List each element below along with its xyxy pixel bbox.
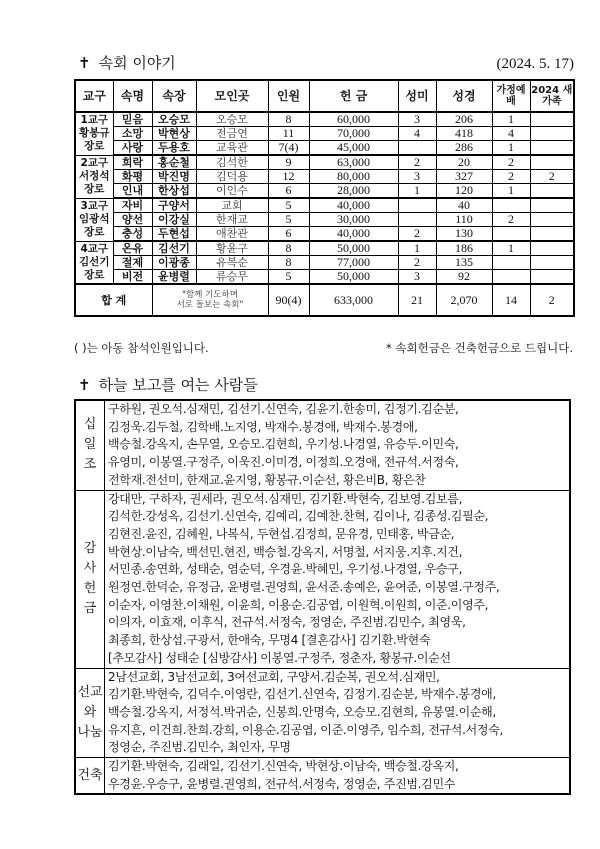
cell-name: 온유 (113, 241, 152, 256)
offering: 45,000 (309, 141, 398, 156)
names-line: 이의자, 이효재, 이후식, 전규석.서정숙, 정영순, 주진범.김민수, 최영욱, (108, 615, 466, 630)
table-row (75, 170, 574, 184)
offering-category-row (75, 490, 570, 668)
offering: 30,000 (309, 213, 398, 227)
leader-name: 박현상 (152, 127, 196, 141)
section2-title: 하늘 보고를 여는 사람들 (98, 376, 258, 394)
cell-name: 절제 (113, 256, 152, 270)
meeting-place: 전금연 (196, 127, 268, 141)
new-family (530, 184, 574, 199)
bible-count: 186 (436, 241, 492, 256)
offering-category-label (75, 490, 105, 668)
offering: 77,000 (309, 256, 398, 270)
names-line: 최종희, 한상섭.구광서, 한애숙, 무명4 [결혼감사] 김기환.박현숙 (108, 633, 431, 648)
leader-name: 김선기 (152, 241, 196, 256)
names-line: 원정연.한덕순, 유정금, 윤병렬.권영희, 윤서준.송예은, 윤여준, 이봉열.구정주, (108, 580, 500, 595)
new-family (530, 112, 574, 127)
attendance: 11 (268, 127, 309, 141)
table-row (75, 198, 574, 213)
offering-names (105, 400, 571, 490)
table-row (75, 241, 574, 256)
rice-offering: 1 (398, 184, 436, 199)
district-name-line: 장로 (84, 183, 105, 195)
attendance: 7(4) (268, 141, 309, 156)
total-label: 합 계 (75, 284, 152, 316)
meeting-place: 류승무 (196, 270, 268, 285)
names-line: 김기환.박현숙, 김래일, 김선기.신연숙, 박현상.이남숙, 백승철.강옥지, (108, 759, 459, 774)
offering: 70,000 (309, 127, 398, 141)
rice-offering: 1 (398, 241, 436, 256)
table-row (75, 112, 574, 127)
header-cell: 가정예배 (492, 80, 530, 112)
total-row (75, 284, 574, 316)
attendance: 5 (268, 198, 309, 213)
total-people: 90(4) (268, 284, 309, 316)
section2-header (78, 374, 574, 395)
motto-line: 서로 돌보는 속회" (176, 300, 244, 310)
table-row (75, 127, 574, 141)
table-row (75, 155, 574, 170)
section1-header (78, 52, 574, 73)
rice-offering (398, 198, 436, 213)
offering-category-label (75, 400, 105, 490)
section2-title-wrap (78, 374, 258, 395)
names-line: 김석한.강성옥, 김선기.신연숙, 김예리, 김예찬.찬혁, 김이나, 김종성.김필순, (108, 509, 489, 524)
offering: 50,000 (309, 270, 398, 285)
bible-count: 206 (436, 112, 492, 127)
offering: 50,000 (309, 241, 398, 256)
district-name-line: 1교구 (80, 114, 109, 127)
district-name-line: 장로 (84, 140, 105, 153)
leader-name: 윤병렬 (152, 270, 196, 285)
leader-name: 두현섭 (152, 227, 196, 242)
meeting-place: 교회 (196, 198, 268, 213)
names-line: 백승철.강옥지, 서정석.박귀순, 신봉희.안명숙, 오승모.김현희, 유봉열.이순해, (108, 704, 496, 719)
header-cell: 속장 (152, 80, 196, 112)
family-worship: 1 (492, 141, 530, 156)
table-row (75, 141, 574, 156)
cell-name: 소망 (113, 127, 152, 141)
district-name-line: 4교구 (80, 242, 109, 255)
family-worship (492, 270, 530, 285)
names-line: 김정욱.김두철, 김학배.노지영, 박재수.봉경애, 박재수.봉경애, (108, 419, 418, 434)
offering-names (105, 490, 571, 668)
category-label-line: 십 (83, 417, 97, 433)
names-line: 강대만, 구하자, 권세라, 권오석.심재민, 김기환.박현숙, 김보영.김보름, (108, 491, 463, 506)
family-worship: 2 (492, 213, 530, 227)
bible-count: 40 (436, 198, 492, 213)
names-line: [추모감사] 성태순 [심방감사] 이봉열.구정주, 정춘자, 황봉규.이순선 (108, 650, 451, 665)
rice-offering: 3 (398, 170, 436, 184)
total-worship: 14 (492, 284, 530, 316)
district-name-line: 황봉규 (79, 127, 110, 140)
cell-name: 인내 (113, 184, 152, 199)
names-line: 정영순, 주진범.김민수, 최인자, 무명 (108, 740, 291, 755)
table-row (75, 213, 574, 227)
header-cell: 성미 (398, 80, 436, 112)
bible-count: 120 (436, 184, 492, 199)
section1-title: 속회 이야기 (98, 54, 176, 72)
rice-offering: 3 (398, 270, 436, 285)
offering: 80,000 (309, 170, 398, 184)
new-family (530, 227, 574, 242)
meeting-place: 황윤구 (196, 241, 268, 256)
leader-name: 오승모 (152, 112, 196, 127)
attendance: 9 (268, 155, 309, 170)
family-worship: 1 (492, 184, 530, 199)
names-line: 2남선교회, 3남선교회, 3여선교회, 구양서.김순복, 권오석.심재민, (108, 669, 440, 684)
new-family (530, 256, 574, 270)
family-worship: 4 (492, 127, 530, 141)
category-label-line: 일 (83, 437, 97, 453)
motto-line: "함께 기도하며 (182, 290, 238, 300)
family-worship (492, 256, 530, 270)
meeting-place: 김석한 (196, 155, 268, 170)
total-bible: 2,070 (436, 284, 492, 316)
bible-count: 286 (436, 141, 492, 156)
header-cell: 모인곳 (196, 80, 268, 112)
names-line: 전학재.전선미, 한재교.윤지영, 황봉규.이순선, 황은비B, 황은찬 (108, 472, 426, 487)
note-children: ( )는 아동 참석인원입니다. (74, 341, 209, 355)
cross-icon: ✝ (78, 53, 91, 72)
category-label-line: 금 (83, 601, 97, 617)
cross-icon: ✝ (78, 375, 91, 394)
table-row (75, 256, 574, 270)
district-name-line: 2교구 (80, 157, 109, 169)
family-worship: 1 (492, 241, 530, 256)
leader-name: 구양서 (152, 198, 196, 213)
category-label-line: 나눔 (77, 724, 103, 740)
names-line: 김현진.윤진, 김혜원, 나복식, 두현섭.김정희, 문유경, 민태홍, 박금순, (108, 526, 455, 541)
attendance: 12 (268, 170, 309, 184)
new-family (530, 198, 574, 213)
rice-offering: 2 (398, 155, 436, 170)
cell-name: 충성 (113, 227, 152, 242)
new-family: 2 (530, 170, 574, 184)
table-notes (74, 340, 573, 356)
attendance: 6 (268, 227, 309, 242)
total-newfamily: 2 (530, 284, 574, 316)
cell-group-table (74, 79, 575, 317)
meeting-place: 교육관 (196, 141, 268, 156)
total-rice: 21 (398, 284, 436, 316)
leader-name: 이광종 (152, 256, 196, 270)
rice-offering: 2 (398, 256, 436, 270)
attendance: 6 (268, 184, 309, 199)
new-family (530, 155, 574, 170)
offering-category-label (75, 758, 105, 795)
cell-name: 믿음 (113, 112, 152, 127)
table-header-row (75, 80, 574, 112)
names-line: 김기환.박현숙, 김덕수.이영란, 김선기.신연숙, 김정기.김순분, 박재수.봉경애, (108, 687, 496, 702)
offering-list-table (74, 399, 571, 795)
family-worship: 1 (492, 112, 530, 127)
district-cell (75, 241, 113, 284)
new-family (530, 241, 574, 256)
district-name-line: 3교구 (80, 200, 109, 212)
family-worship: 2 (492, 170, 530, 184)
meeting-place: 오승모 (196, 112, 268, 127)
rice-offering: 4 (398, 127, 436, 141)
header-cell: 2024 새가족 (530, 80, 574, 112)
table-row (75, 184, 574, 199)
leader-name: 홍순철 (152, 155, 196, 170)
cell-name: 양선 (113, 213, 152, 227)
header-cell: 헌 금 (309, 80, 398, 112)
cell-name: 자비 (113, 198, 152, 213)
meeting-place: 유복순 (196, 256, 268, 270)
offering: 28,000 (309, 184, 398, 199)
names-line: 백승철.강옥지, 손무열, 오승모.김현희, 우기성.나경열, 유승두.이민숙, (108, 437, 459, 452)
offering-names (105, 668, 571, 758)
offering-category-row (75, 668, 570, 758)
total-motto (152, 284, 268, 316)
bible-count: 327 (436, 170, 492, 184)
names-line: 우경윤.우승구, 윤병렬.권영희, 전규석.서정숙, 정영순, 주진범.김민수 (108, 776, 456, 791)
header-cell: 성경 (436, 80, 492, 112)
category-label-line: 헌 (83, 581, 97, 597)
category-label-line: 선교 (77, 684, 103, 700)
family-worship (492, 227, 530, 242)
cell-name: 사랑 (113, 141, 152, 156)
attendance: 8 (268, 112, 309, 127)
category-label-line: 감 (83, 541, 97, 557)
district-name-line: 김선기 (79, 255, 110, 268)
attendance: 5 (268, 213, 309, 227)
offering: 40,000 (309, 198, 398, 213)
bible-count: 130 (436, 227, 492, 242)
leader-name: 박진명 (152, 170, 196, 184)
names-line: 이순자, 이영찬.이채원, 이윤희, 이용순.김공엽, 이원혁.이원희, 이준.이영주, (108, 597, 489, 612)
new-family (530, 127, 574, 141)
cell-name: 화평 (113, 170, 152, 184)
category-label-line: 사 (83, 561, 97, 577)
names-line: 서민종.송연화, 성태순, 염순덕, 우경윤.박혜민, 우기성.나경열, 우승구, (108, 562, 463, 577)
names-line: 구하원, 권오석.심재민, 김선기.신연숙, 김윤기.한송미, 김정기.김순분, (108, 402, 459, 416)
offering-names (105, 758, 571, 795)
new-family (530, 141, 574, 156)
table-row (75, 227, 574, 242)
attendance: 5 (268, 270, 309, 285)
total-offering: 633,000 (309, 284, 398, 316)
district-name-line: 장로 (84, 268, 105, 281)
district-cell (75, 112, 113, 155)
bible-count: 110 (436, 213, 492, 227)
district-cell (75, 198, 113, 241)
table-row (75, 270, 574, 285)
family-worship (492, 198, 530, 213)
rice-offering (398, 141, 436, 156)
meeting-place: 이인수 (196, 184, 268, 199)
offering-category-label (75, 668, 105, 758)
note-offering: * 속회헌금은 건축헌금으로 드립니다. (385, 341, 573, 355)
offering: 40,000 (309, 227, 398, 242)
new-family (530, 270, 574, 285)
category-label-line: 와 (83, 704, 97, 720)
header-cell: 교구 (75, 80, 113, 112)
leader-name: 두용호 (152, 141, 196, 156)
meeting-place: 김덕용 (196, 170, 268, 184)
district-cell (75, 155, 113, 198)
rice-offering: 2 (398, 227, 436, 242)
new-family (530, 213, 574, 227)
cell-name: 비전 (113, 270, 152, 285)
leader-name: 이강실 (152, 213, 196, 227)
header-cell: 인원 (268, 80, 309, 112)
cell-name: 희락 (113, 155, 152, 170)
names-line: 유영미, 이봉열.구정주, 이욱진.이미경, 이정희.오경애, 전규석.서정숙, (108, 455, 459, 470)
header-cell: 속명 (113, 80, 152, 112)
offering: 63,000 (309, 155, 398, 170)
bible-count: 135 (436, 256, 492, 270)
report-date: (2024. 5. 17) (496, 56, 574, 72)
names-line: 유지흔, 이건희.찬희.강희, 이용순.김공엽, 이준.이영주, 임수희, 전규석.서정숙, (108, 722, 503, 737)
meeting-place: 한재교 (196, 213, 268, 227)
rice-offering: 3 (398, 112, 436, 127)
bible-count: 418 (436, 127, 492, 141)
family-worship: 2 (492, 155, 530, 170)
district-name-line: 서정석 (79, 170, 110, 182)
district-name-line: 임광석 (79, 213, 110, 225)
offering: 60,000 (309, 112, 398, 127)
bible-count: 20 (436, 155, 492, 170)
bible-count: 92 (436, 270, 492, 285)
leader-name: 한상섭 (152, 184, 196, 199)
meeting-place: 애찬관 (196, 227, 268, 242)
offering-category-row (75, 758, 570, 795)
section1-title-wrap (78, 52, 176, 73)
rice-offering (398, 213, 436, 227)
attendance: 8 (268, 241, 309, 256)
district-name-line: 장로 (84, 226, 105, 238)
attendance: 8 (268, 256, 309, 270)
category-label-line: 건축 (77, 767, 103, 783)
names-line: 박현상.이남숙, 백선민.현진, 백승철.강옥지, 서명철, 서지웅.지후.지건, (108, 544, 463, 559)
category-label-line: 조 (83, 457, 97, 473)
offering-category-row (75, 400, 570, 490)
